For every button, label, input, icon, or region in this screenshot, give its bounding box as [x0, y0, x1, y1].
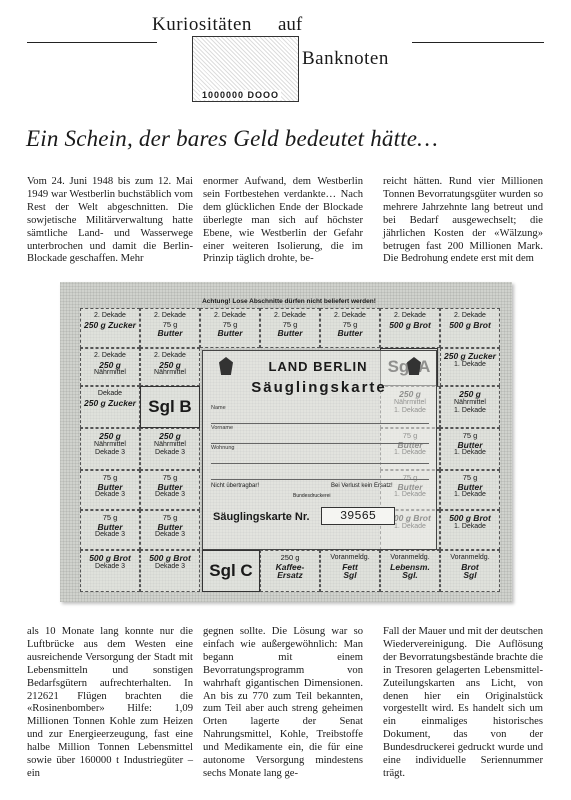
card-field-line	[211, 463, 429, 464]
card-title: Säuglingskarte	[251, 379, 387, 396]
coupon: Voranmeldg. Fett Sgl	[320, 550, 380, 592]
card-printer: Bundesdruckerei	[293, 493, 331, 499]
card-field-name-label: Name	[211, 405, 226, 411]
header-rule-right	[412, 42, 544, 43]
coupon: 250 g Nährmittel Dekade 3	[140, 428, 200, 470]
article-column-bottom-2: gegnen sollte. Die Lösung war so einfach wie außergewöhnlich: Man begann mit einem Bevorratungsprogramm von wahrhaft gigantischen Dimensionen. An bis zu 770 zum Teil bekannten, zum Teil aber auch streng geheimen Orten lagerte der Senat Nahrungsmittel, Kohle, Treibstoffe und Medikamente ein, die für eine autonome Versorgung mindestens sechs Monate lang ge-	[203, 626, 363, 779]
card-field-line	[211, 423, 429, 424]
coupon: 75 g Butter Dekade 3	[140, 470, 200, 510]
card-not-transferable: Nicht übertragbar!	[211, 483, 260, 489]
article-headline: Ein Schein, der bares Geld bedeutet hätte…	[26, 126, 438, 151]
card-field-vorname-label: Vorname	[211, 425, 234, 431]
coupon: 2. Dekade 500 g Brot	[440, 308, 500, 348]
coupon: 75 g Butter 1. Dekade	[440, 428, 500, 470]
card-loss-warning: Bei Verlust kein Ersatz!	[331, 483, 393, 489]
coupon: 500 g Brot 1. Dekade	[440, 510, 500, 550]
coupon: 75 g Butter Dekade 3	[80, 510, 140, 550]
berlin-bear-crest-icon	[219, 357, 233, 375]
coupon: 75 g Butter Dekade 3	[80, 470, 140, 510]
card-land-berlin: LAND BERLIN	[268, 359, 368, 374]
article-column-top-3: reicht hätten. Rund vier Millionen Tonnen Bevorratungsgüter wurden so mehrere Jahrzehnte lang betreut und bei Bedarf ausgewechselt; die jährlichen Kosten der «Wälzung» betrugen fast 200 Millionen Mark. Die Bedrohung endete erst mit dem	[383, 176, 543, 265]
coupon: 75 g Butter 1. Dekade	[440, 470, 500, 510]
logo-title-auf: auf	[278, 14, 303, 35]
coupon: 500 g Brot Dekade 3	[140, 550, 200, 592]
coupon: 250 g Nährmittel Dekade 3	[80, 428, 140, 470]
article-column-bottom-1: als 10 Monate lang konnte nur die Luftbrücke aus dem Westen eine ausreichende Versorgung der Stadt mit Lebensmitteln und sonstigen Bedarfsgütern aufrechterhalten. In 212621 Flügen brachten die «Rosinenbomber» Hilfe: 1,09 Millionen Tonnen Kohle zum Heizen und zur Energieerzeugung, fast eine halbe Million Tonnen Lebensmittel sowie über 160000 t Industriegüter – ein	[27, 626, 193, 779]
card-field-line	[211, 443, 429, 444]
coupon: 250 g Nährmittel 1. Dekade	[440, 386, 500, 428]
coupon: 250 g Kaffee- Ersatz	[260, 550, 320, 592]
coupon: 2. Dekade 250 g Nährmittel	[140, 348, 200, 386]
header-rule-left	[27, 42, 157, 43]
logo-number: 1000000 DOOO	[202, 90, 280, 100]
coupon: 2. Dekade 75 g Butter	[200, 308, 260, 348]
coupon: 2. Dekade 75 g Butter	[320, 308, 380, 348]
coupon: 75 g Butter Dekade 3	[140, 510, 200, 550]
coupon: 2. Dekade 250 g Nährmittel	[80, 348, 140, 386]
ration-card-image	[60, 282, 512, 602]
coupon: Voranmeldg. Lebensm. Sgl.	[380, 550, 440, 592]
berlin-bear-crest-icon	[407, 357, 421, 375]
coupon: 2. Dekade 75 g Butter	[260, 308, 320, 348]
coupon: 2. Dekade 250 g Zucker	[80, 308, 140, 348]
logo-title-line1: Kuriositäten	[152, 14, 252, 35]
coupon: 2. Dekade 75 g Butter	[140, 308, 200, 348]
coupon: Voranmeldg. Brot Sgl	[440, 550, 500, 592]
card-number-label: Säuglingskarte Nr.	[213, 511, 310, 523]
coupon: 250 g Zucker 1. Dekade	[440, 348, 500, 386]
coupon-sgl-c: Sgl C	[202, 550, 260, 592]
card-warning: Achtung! Lose Abschnitte dürfen nicht beliefert werden!	[202, 298, 376, 305]
article-column-bottom-3: Fall der Mauer und mit der deutschen Wiedervereinigung. Die Auflösung der Bevorratungsbestände brachte die in Tresoren gelagerten Lebensmittel-Zuteilungskarten ans Licht, von denen hier ein Originalstück vorgestellt wird. Es handelt sich um ein einmaliges historisches Dokument, das von der Bundesdruckerei gedruckt wurde und eine individuelle Seriennummer trägt.	[383, 626, 543, 779]
card-field-line	[211, 479, 429, 480]
series-logo	[152, 8, 412, 104]
coupon: 500 g Brot Dekade 3	[80, 550, 140, 592]
coupon: Dekade 250 g Zucker	[80, 386, 140, 428]
coupon-sgl-b: Sgl B	[140, 386, 200, 428]
article-column-top-2: enormer Aufwand, dem Westberlin sein Fortbestehen verdankte… Nach dem glücklichen Ende der Blockade überlegte man sich auf höchster Ebene, wie Westberlin der Gefahr einer weiteren Isolierung, die im Prinzip täglich drohte, be-	[203, 176, 363, 265]
logo-title-line2: Banknoten	[302, 48, 389, 69]
card-serial-number: 39565	[321, 507, 395, 525]
coupon: 2. Dekade 500 g Brot	[380, 308, 440, 348]
card-field-wohnung-label: Wohnung	[211, 445, 235, 451]
card-center-panel	[202, 350, 437, 550]
article-column-top-1: Vom 24. Juni 1948 bis zum 12. Mai 1949 war Westberlin buchstäblich vom Rest der Welt abgeschnitten. Die sowjetische Militärverwaltung hatte sämtliche Land- und Wasserwege unterbrochen und damit die Berlin-Blockade geschaffen. Mehr	[27, 176, 193, 265]
